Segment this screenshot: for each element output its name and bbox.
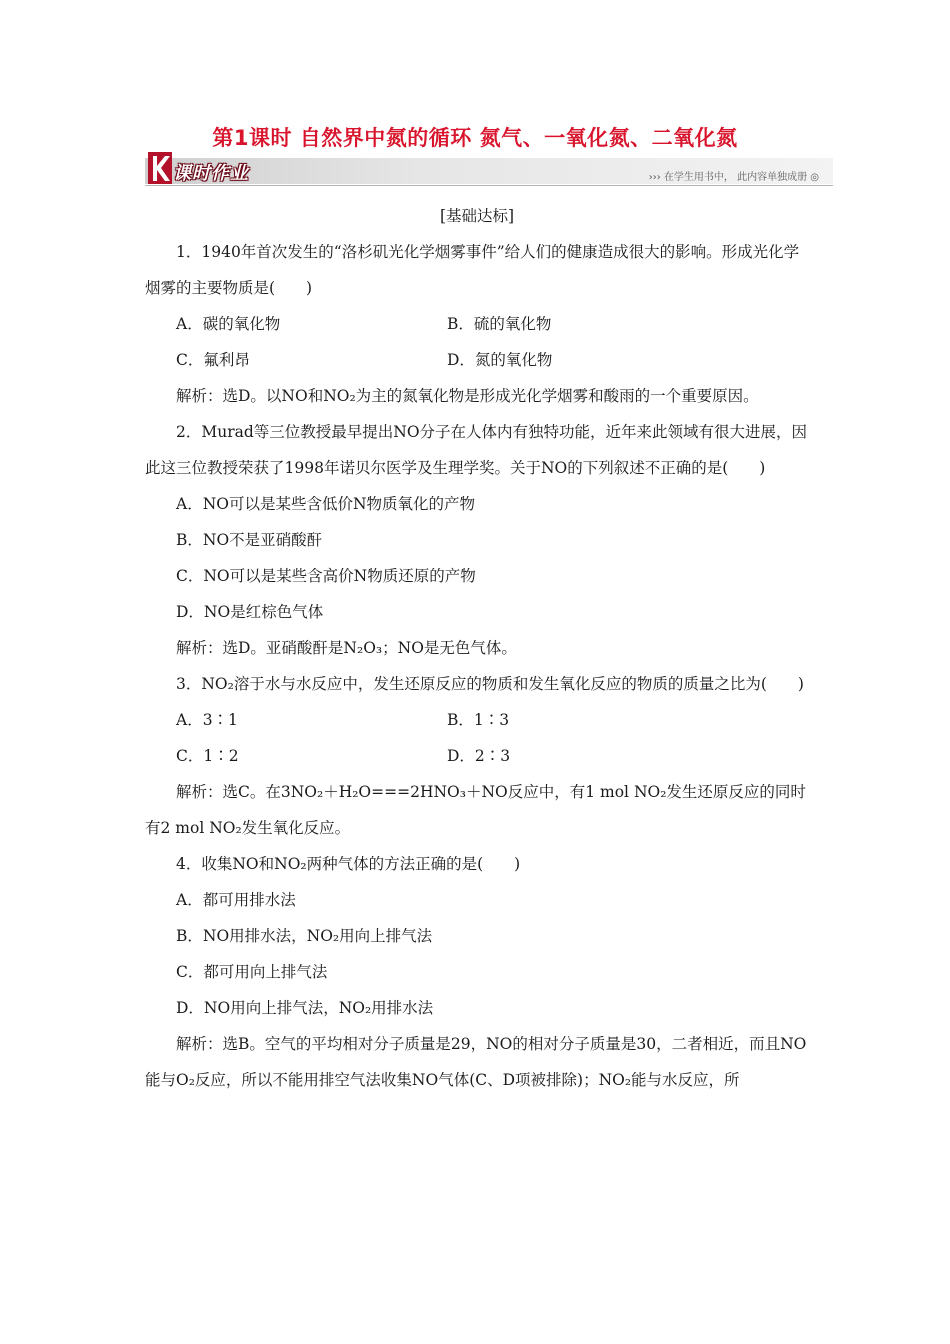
question-2-option-b: B．NO不是亚硝酸酐	[176, 531, 323, 549]
question-1-option-b: B．硫的氧化物	[447, 315, 552, 333]
banner-label: 课时作业	[173, 163, 249, 184]
k-logo-icon	[147, 150, 175, 186]
question-2-stem: 2．Murad等三位教授最早提出NO分子在人体内有独特功能，近年来此领域有很大进展，因此这三位教授荣获了1998年诺贝尔医学及生理学奖。关于NO的下列叙述不正确的是( )	[145, 423, 808, 477]
question-1-stem: 1．1940年首次发生的“洛杉矶光化学烟雾事件”给人们的健康造成很大的影响。形成光化学烟雾的主要物质是( )	[145, 243, 800, 297]
question-3-option-d: D．2∶3	[447, 747, 511, 765]
question-1-option-d: D．氮的氧化物	[447, 351, 553, 369]
document-body	[145, 198, 809, 1098]
section-title: [基础达标]	[439, 207, 515, 225]
question-2-option-a: A．NO可以是某些含低价N物质氧化的产物	[176, 495, 476, 513]
question-1-options-row-2	[145, 342, 809, 378]
question-2-option-d: D．NO是红棕色气体	[176, 603, 324, 621]
homework-banner	[145, 150, 833, 188]
question-3-analysis: 解析：选C。在3NO₂＋H₂O===2HNO₃＋NO反应中，有1 mol NO₂发生还原反应的同时有2 mol NO₂发生氧化反应。	[145, 783, 806, 837]
question-4-analysis: 解析：选B。空气的平均相对分子质量是29，NO的相对分子质量是30，二者相近，而且NO能与O₂反应，所以不能用排空气法收集NO气体(C、D项被排除)；NO₂能与水反应，所	[145, 1035, 807, 1089]
banner-note: ››› 在学生用书中， 此内容单独成册 ◎	[648, 172, 819, 183]
question-1-option-a: A．碳的氧化物	[176, 315, 281, 333]
question-4-option-a: A．都可用排水法	[176, 891, 296, 909]
question-3-option-a: A．3∶1	[176, 711, 238, 729]
question-4-option-b: B．NO用排水法，NO₂用向上排气法	[176, 927, 433, 945]
banner-underline	[145, 185, 833, 186]
question-3-option-b: B．1∶3	[447, 711, 510, 729]
question-2-analysis: 解析：选D。亚硝酸酐是N₂O₃；NO是无色气体。	[176, 639, 517, 657]
question-3-stem: 3．NO₂溶于水与水反应中，发生还原反应的物质和发生氧化反应的物质的质量之比为( )	[176, 675, 804, 693]
question-1-option-c: C．氟利昂	[176, 351, 250, 369]
question-4-stem: 4．收集NO和NO₂两种气体的方法正确的是( )	[176, 855, 521, 873]
question-2-option-c: C．NO可以是某些含高价N物质还原的产物	[176, 567, 476, 585]
question-3-options-row-1	[145, 702, 809, 738]
page-title: 第1课时 自然界中氮的循环 氮气、一氧化氮、二氧化氮	[212, 126, 738, 150]
question-4-option-c: C．都可用向上排气法	[176, 963, 328, 981]
question-3-options-row-2	[145, 738, 809, 774]
question-1-options-row-1	[145, 306, 809, 342]
question-3-option-c: C．1∶2	[176, 747, 239, 765]
question-1-analysis: 解析：选D。以NO和NO₂为主的氮氧化物是形成光化学烟雾和酸雨的一个重要原因。	[176, 387, 759, 405]
question-4-option-d: D．NO用向上排气法，NO₂用排水法	[176, 999, 434, 1017]
